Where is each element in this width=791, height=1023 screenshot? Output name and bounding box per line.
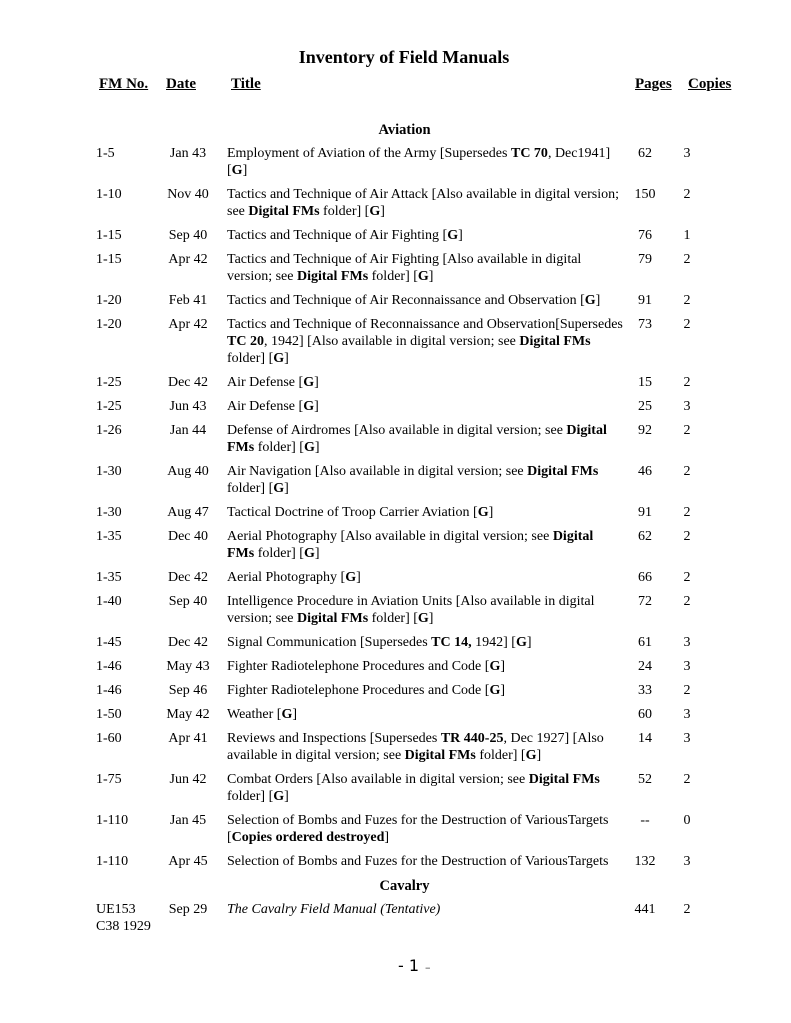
title-segment: Tactics and Technique of Air Attack [Also available in digital version; see (227, 187, 620, 219)
manual-date: Jan 44 (169, 423, 207, 438)
title-segment: ] (488, 505, 494, 520)
column-header-fm-no: FM No. (99, 76, 149, 92)
manual-title (227, 593, 623, 627)
manual-row (0, 706, 791, 730)
title-segment: Air Navigation [Also available in digital version; see (227, 464, 528, 479)
title-segment: ] (500, 659, 505, 674)
page-count: 24 (638, 659, 652, 674)
title-segment: folder] [ (227, 351, 274, 366)
copy-count: 2 (683, 529, 691, 544)
title-segment: Fighter Radiotelephone Procedures and Code [ (227, 683, 490, 698)
fm-number: 1-30 (96, 505, 122, 520)
title-segment: ] (314, 440, 320, 455)
manual-title (227, 901, 623, 918)
title-segment: Weather [ (227, 707, 282, 722)
title-segment: Intelligence Procedure in Aviation Units [Also available in digital version; see (227, 594, 595, 626)
page-count: 60 (638, 707, 652, 722)
manual-title (227, 569, 623, 586)
title-segment: ] (284, 481, 289, 496)
manual-date: Apr 41 (168, 731, 208, 746)
title-segment: Selection of Bombs and Fuzes for the Destruction of VariousTargets [ (227, 813, 609, 845)
title-segment: G (369, 204, 381, 219)
manual-row (0, 251, 791, 292)
title-segment: ] (380, 204, 385, 219)
manual-title (227, 227, 623, 244)
title-segment: TC 20 (227, 334, 264, 349)
title-segment: Digital FMs (248, 204, 320, 219)
manual-title (227, 730, 623, 764)
title-segment: Digital FMs (527, 464, 599, 479)
title-segment: folder] [ (319, 204, 370, 219)
title-segment: ] (314, 375, 319, 390)
manual-row (0, 682, 791, 706)
title-segment: folder] [ (254, 440, 304, 455)
page-footer-dash: – (425, 961, 431, 974)
title-segment: G (584, 293, 596, 308)
manual-row (0, 901, 791, 934)
fm-number: 1-20 (96, 317, 122, 332)
page-footer (398, 956, 431, 975)
title-segment: G (273, 789, 285, 804)
manual-row (0, 292, 791, 316)
copy-count: 3 (683, 854, 691, 869)
manual-title (227, 634, 623, 651)
manual-row (0, 186, 791, 227)
manual-title (227, 186, 623, 220)
manual-date: Dec 42 (167, 570, 209, 585)
title-segment: Tactics and Technique of Air Fighting [Also available in digital version; see (227, 252, 582, 284)
title-segment: Tactical Doctrine of Troop Carrier Aviation [ (227, 505, 478, 520)
fm-number: 1-15 (96, 228, 122, 243)
manual-row (0, 812, 791, 853)
copy-count: 2 (683, 505, 691, 520)
manual-title (227, 706, 623, 723)
fm-number: 1-110 (96, 813, 129, 828)
title-segment: G (273, 351, 285, 366)
title-segment: ] (428, 611, 434, 626)
manual-title (227, 398, 623, 415)
page-count: 72 (638, 594, 652, 609)
manual-title (227, 812, 623, 846)
manual-date: Dec 42 (167, 635, 209, 650)
fm-number: 1-10 (96, 187, 122, 202)
fm-number: 1-45 (96, 635, 122, 650)
manual-date: Nov 40 (167, 187, 209, 202)
manual-date: Feb 41 (168, 293, 208, 308)
manual-title (227, 658, 623, 675)
title-segment: ] (428, 269, 434, 284)
title-segment: Employment of Aviation of the Army [Supersedes (227, 146, 511, 161)
column-header-date: Date (166, 76, 196, 92)
copy-count: 3 (683, 635, 691, 650)
title-segment: TC 14, (431, 635, 472, 650)
title-segment: ] (284, 351, 289, 366)
page-count: 91 (638, 293, 652, 308)
copy-count: 3 (683, 399, 691, 414)
page-count: 61 (638, 635, 652, 650)
fm-number: 1-46 (96, 683, 122, 698)
title-segment: ] (292, 707, 298, 722)
title-segment: Signal Communication [Supersedes (227, 635, 432, 650)
manual-date: May 43 (166, 659, 210, 674)
title-segment: Air Defense [ (227, 399, 304, 414)
manual-date: Sep 40 (168, 228, 208, 243)
title-segment: folder] [ (368, 269, 418, 284)
manual-title (227, 422, 623, 456)
copy-count: 3 (683, 659, 691, 674)
manual-row (0, 374, 791, 398)
title-segment: ] (242, 163, 248, 178)
title-segment: Digital FMs (528, 772, 600, 787)
copy-count: 2 (683, 570, 691, 585)
fm-number: 1-50 (96, 707, 122, 722)
title-segment: ] (314, 399, 319, 414)
title-segment: Defense of Airdromes [Also available in digital version; see (227, 423, 567, 438)
title-segment: Digital FMs (404, 748, 476, 763)
title-segment: folder] [ (254, 546, 304, 561)
title-segment: ] (384, 830, 390, 845)
copy-count: 2 (683, 375, 691, 390)
page-count: 33 (638, 683, 652, 698)
title-segment: Digital FMs (519, 334, 591, 349)
fm-number: 1-40 (96, 594, 122, 609)
title-segment: Digital FMs (296, 611, 369, 626)
copy-count: 3 (683, 707, 691, 722)
title-segment: , Dec 1927] [Also available in digital version; see (227, 731, 604, 763)
title-segment: ] (284, 789, 289, 804)
manual-row (0, 316, 791, 374)
fm-number: 1-25 (96, 399, 122, 414)
copy-count: 3 (683, 146, 691, 161)
fm-number: 1-20 (96, 293, 122, 308)
title-segment: Air Defense [ (227, 375, 304, 390)
title-segment: Copies ordered destroyed (231, 830, 385, 845)
column-header-title: Title (231, 76, 261, 92)
page-count: 66 (638, 570, 652, 585)
manual-date: Apr 42 (168, 252, 208, 267)
title-segment: G (281, 707, 293, 722)
page-count: 76 (638, 228, 652, 243)
copy-count: 2 (683, 293, 691, 308)
manual-date: Jan 45 (169, 813, 207, 828)
copy-count: 2 (683, 772, 691, 787)
page-count: 150 (634, 187, 656, 202)
section-heading: Aviation (378, 122, 431, 138)
page-count: 15 (638, 375, 652, 390)
manual-date: Jun 43 (169, 399, 207, 414)
manual-title (227, 292, 623, 309)
title-segment: Combat Orders [Also available in digital version; see (227, 772, 529, 787)
manual-title (227, 504, 623, 521)
manual-row (0, 398, 791, 422)
title-segment: Digital FMs (227, 423, 607, 455)
manual-date: Jan 43 (169, 146, 207, 161)
title-segment: Aerial Photography [Also available in digital version; see (227, 529, 553, 544)
manual-date: Apr 45 (168, 854, 208, 869)
manual-date: Sep 40 (168, 594, 208, 609)
manual-title (227, 316, 623, 367)
manual-date: Dec 42 (167, 375, 209, 390)
fm-number: 1-46 (96, 659, 122, 674)
manual-row (0, 569, 791, 593)
page-count: 46 (638, 464, 652, 479)
title-segment: Tactics and Technique of Air Fighting [ (227, 228, 448, 243)
title-segment: G (417, 611, 429, 626)
manual-row (0, 658, 791, 682)
manual-row (0, 422, 791, 463)
copy-count: 0 (683, 813, 691, 828)
copy-count: 2 (683, 317, 691, 332)
copy-count: 2 (683, 252, 691, 267)
title-segment: G (489, 683, 501, 698)
fm-number: 1-5 (96, 146, 115, 161)
manual-row (0, 634, 791, 658)
copy-count: 2 (683, 594, 691, 609)
page-count: 91 (638, 505, 652, 520)
page-count: 62 (638, 529, 652, 544)
title-segment: G (489, 659, 501, 674)
manual-date: Apr 42 (168, 317, 208, 332)
fm-number: 1-110 (96, 854, 129, 869)
page-count: -- (640, 813, 650, 828)
manual-title (227, 251, 623, 285)
fm-number: 1-60 (96, 731, 122, 746)
manual-date: May 42 (166, 707, 210, 722)
title-segment: Tactics and Technique of Air Reconnaissance and Observation [ (227, 293, 585, 308)
page-count: 79 (638, 252, 652, 267)
page-count: 62 (638, 146, 652, 161)
title-segment: G (303, 375, 315, 390)
page-number: - 1 (398, 956, 420, 975)
manual-date: Sep 46 (168, 683, 208, 698)
manual-row (0, 227, 791, 251)
manual-row (0, 593, 791, 634)
title-segment: ] (500, 683, 505, 698)
manual-row (0, 528, 791, 569)
copy-count: 2 (683, 423, 691, 438)
column-header-copies: Copies (688, 76, 732, 92)
page-count: 92 (638, 423, 652, 438)
fm-number: 1-15 (96, 252, 122, 267)
manual-title (227, 145, 623, 179)
copy-count: 2 (683, 902, 691, 917)
title-segment: , 1942] [Also available in digital version; see (263, 334, 520, 349)
manual-row (0, 730, 791, 771)
title-segment: G (303, 546, 315, 561)
page-title: Inventory of Field Manuals (298, 47, 510, 67)
manual-title (227, 528, 623, 562)
page-count: 25 (638, 399, 652, 414)
manual-title (227, 771, 623, 805)
page-count: 14 (638, 731, 652, 746)
title-segment: 1942] [ (471, 635, 516, 650)
title-segment: Digital FMs (227, 529, 594, 561)
copy-count: 3 (683, 731, 691, 746)
page-count: 132 (634, 854, 656, 869)
title-segment: Digital FMs (296, 269, 369, 284)
manual-row (0, 771, 791, 812)
title-segment: G (477, 505, 489, 520)
manual-row (0, 145, 791, 186)
fm-number: 1-35 (96, 529, 122, 544)
title-segment: ] (595, 293, 601, 308)
page-count: 441 (634, 902, 656, 917)
manual-date: Aug 40 (167, 464, 209, 479)
title-segment: G (345, 570, 357, 585)
manual-title (227, 682, 623, 699)
title-segment: G (303, 399, 315, 414)
title-segment: Fighter Radiotelephone Procedures and Code [ (227, 659, 490, 674)
fm-number: 1-75 (96, 772, 122, 787)
title-segment: G (417, 269, 429, 284)
section-heading: Cavalry (379, 878, 430, 894)
title-segment: ] (536, 748, 542, 763)
manual-row (0, 504, 791, 528)
page-count: 52 (638, 772, 652, 787)
title-segment: G (515, 635, 527, 650)
title-segment: G (303, 440, 315, 455)
fm-number: 1-35 (96, 570, 122, 585)
title-segment: G (231, 163, 243, 178)
copy-count: 1 (683, 228, 691, 243)
title-segment: Reviews and Inspections [Supersedes (227, 731, 441, 746)
manual-date: Sep 29 (168, 902, 208, 917)
title-segment: ] (526, 635, 532, 650)
manual-row (0, 853, 791, 877)
title-segment: , Dec1941] [ (227, 146, 611, 178)
fm-number: UE153 C38 1929 (96, 902, 151, 934)
manual-title (227, 853, 623, 870)
title-segment: TC 70 (510, 146, 548, 161)
fm-number: 1-26 (96, 423, 122, 438)
title-segment: Selection of Bombs and Fuzes for the Destruction of VariousTargets (227, 854, 609, 869)
manual-date: Dec 40 (167, 529, 209, 544)
fm-number: 1-30 (96, 464, 122, 479)
title-segment: Tactics and Technique of Reconnaissance and Observation[Supersedes (227, 317, 623, 332)
manual-title (227, 463, 623, 497)
copy-count: 2 (683, 464, 691, 479)
title-segment: folder] [ (227, 789, 274, 804)
manual-date: Jun 42 (169, 772, 207, 787)
fm-number: 1-25 (96, 375, 122, 390)
title-segment: G (273, 481, 285, 496)
copy-count: 2 (683, 187, 691, 202)
title-segment: folder] [ (475, 748, 526, 763)
title-segment: ] (458, 228, 463, 243)
title-segment: ] (314, 546, 320, 561)
page-count: 73 (638, 317, 652, 332)
title-segment: The Cavalry Field Manual (Tentative) (227, 902, 441, 917)
title-segment: ] (356, 570, 361, 585)
title-segment: TR 440-25 (440, 731, 504, 746)
title-segment: G (447, 228, 459, 243)
manual-date: Aug 47 (167, 505, 209, 520)
title-segment: G (525, 748, 537, 763)
title-segment: folder] [ (368, 611, 418, 626)
column-header-pages: Pages (635, 76, 672, 92)
title-segment: Aerial Photography [ (227, 570, 346, 585)
manual-title (227, 374, 623, 391)
manual-row (0, 463, 791, 504)
copy-count: 2 (683, 683, 691, 698)
manual-inventory-list (0, 121, 791, 934)
title-segment: folder] [ (227, 481, 274, 496)
